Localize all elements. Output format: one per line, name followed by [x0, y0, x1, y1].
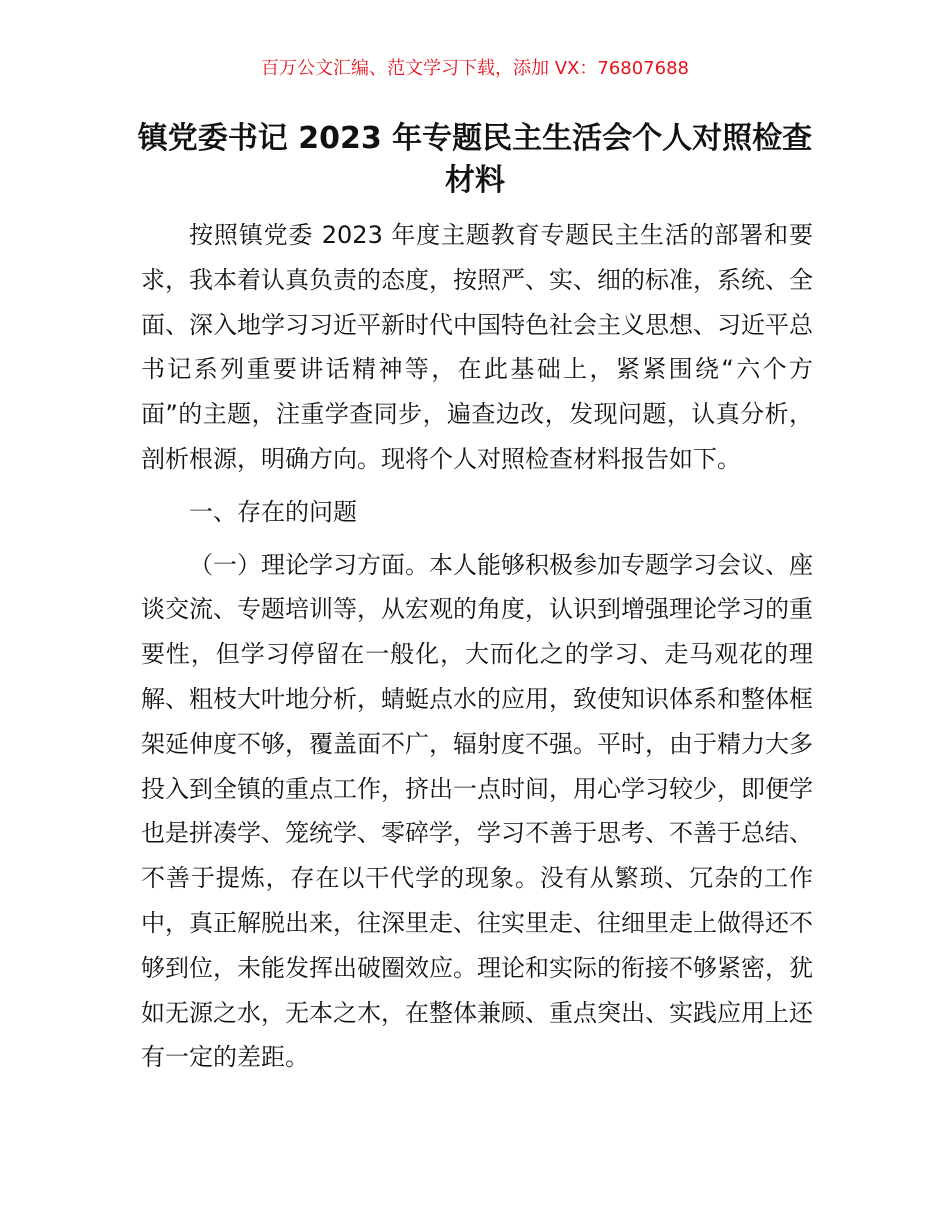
- document-body: [141, 213, 813, 1080]
- intro-paragraph: 按照镇党委 2023 年度主题教育专题民主生活的部署和要求，我本着认真负责的态度，按照严、实、细的标准，系统、全面、深入地学习习近平新时代中国特色社会主义思想、习近平总书记系列重要讲话精神等，在此基础上，紧紧围绕“六个方面”的主题，注重学查同步，遍查边改，发现问题，认真分析，剖析根源，明确方向。现将个人对照检查材料报告如下。: [141, 221, 813, 473]
- document-title: 镇党委书记 2023 年专题民主生活会个人对照检查材料: [137, 121, 813, 198]
- subsection-paragraph: （一）理论学习方面。本人能够积极参加专题学习会议、座谈交流、专题培训等，从宏观的角度，认识到增强理论学习的重要性，但学习停留在一般化，大而化之的学习、走马观花的理解、粗枝大叶地分析，蜻蜓点水的应用，致使知识体系和整体框架延伸度不够，覆盖面不广，辐射度不强。平时，由于精力大多投入到全镇的重点工作，挤出一点时间，用心学习较少，即便学也是拼凑学、笼统学、零碎学，学习不善于思考、不善于总结、不善于提炼，存在以干代学的现象。没有从繁琐、冗杂的工作中，真正解脱出来，往深里走、往实里走、往细里走上做得还不够到位，未能发挥出破圈效应。理论和实际的衔接不够紧密，犹如无源之水，无本之木，在整体兼顾、重点突出、实践应用上还有一定的差距。: [141, 550, 813, 1072]
- section-heading: 一、存在的问题: [189, 497, 357, 526]
- header-note: 百万公文汇编、范文学习下载，添加 VX：76807688: [261, 58, 689, 79]
